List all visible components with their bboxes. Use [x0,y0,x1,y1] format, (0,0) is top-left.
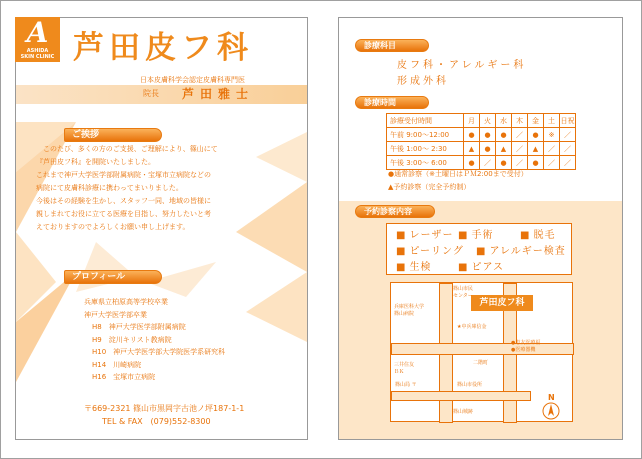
map-label-center: 篠山市民 センター [453,286,474,299]
service-label: 手術 [471,230,494,241]
north-arrow-icon [541,401,561,421]
hours-cell: ▲ [464,142,480,156]
hours-cell: 火 [480,114,496,128]
profile-heading: プロフィール [64,270,162,284]
service-label: 脱毛 [533,230,556,241]
service-item [476,242,566,257]
map-label-post: 篠山局 〒 [395,382,417,388]
service-item [458,258,504,273]
director-label: 院長 [143,89,159,98]
appointment-heading: 予約診察内容 [355,205,435,218]
service-label: ピーリング [409,246,464,257]
profile-item: H14 川崎病院 [92,360,142,369]
hours-cell: ● [528,128,544,142]
hours-cell: ● [528,156,544,170]
hours-heading: 診療時間 [355,96,429,109]
service-item [396,226,453,241]
profile-item: H16 宝塚市立病院 [92,373,156,381]
hours-cell: 水 [496,114,512,128]
profile-item: H8 神戸大学医学部附属病院 [92,323,186,331]
map-label-smbc: 三井住友 ＢＫ [394,362,415,375]
service-item [520,226,555,241]
service-label: レーザー [409,230,454,241]
hours-cell: ● [480,142,496,156]
department-1: 形成外科 [397,76,449,87]
hours-label-cell: 午後 1:00～ 2:30 [387,142,464,156]
profile-item: H9 淀川キリスト教病院 [92,335,172,344]
clinic-tel: TEL & FAX (079)552-8300 [102,417,211,426]
hours-cell: ／ [512,156,528,170]
hours-note-1: ▲予約診察（完全予約制） [388,183,471,191]
clinic-logo [15,17,60,62]
hours-row [387,142,576,156]
map-label-city-office: 篠山市役所 [457,382,483,388]
hours-row [387,156,576,170]
director-name: 芦田雅士 [182,87,255,101]
hours-cell: ● [496,128,512,142]
bullet-square-icon: ■ [396,262,407,273]
map-label-nikaicho: 二階町 [473,360,489,366]
north-label: N [548,393,555,402]
map-label-castle: 篠山城跡 [453,409,474,415]
hours-cell: ／ [512,142,528,156]
profile-item: 兵庫県立柏原高等学校卒業 [84,298,168,306]
hours-cell: 金 [528,114,544,128]
service-label: 生検 [409,262,432,273]
hours-cell: 日祝 [560,114,576,128]
service-item [458,226,493,241]
bullet-square-icon: ■ [458,262,469,273]
greeting-text: このたび、多くの方のご支援、ご理解により、篠山にて 『芦田皮フ科』を開院いたしました。 これまで神戸大学医学部附属病院・宝塚市立病院などの 病院にて皮膚科診療に携わってまいりました。 今後はその経験を生かし、スタッフ一同、地域の皆様に 親しまれてお役に立てる医療を目指し、努力したいと考 えておりますのでよろしくお願い申し上げます。 [36,145,218,231]
access-map [390,282,573,422]
hours-table [386,113,576,170]
logo-line-2: SKIN CLINIC [20,54,55,60]
hours-header-row [387,114,576,128]
bullet-square-icon: ■ [396,230,407,241]
hours-cell: ● [480,128,496,142]
hours-cell: ／ [512,128,528,142]
clinic-address: 〒669-2321 篠山市黒岡字古池ノ坪187-1-1 [84,404,245,413]
hours-cell: ／ [544,156,560,170]
bullet-square-icon: ■ [520,230,531,241]
service-label: アレルギー検査 [489,246,566,257]
map-label-hospital: 兵庫医科大学 篠山病院 [394,304,425,317]
profile-item: 神戸大学医学部卒業 [84,310,147,319]
hours-label-cell: 診療受付時間 [387,114,464,128]
hours-note-0: ●通常診察（※土曜日はＰＭ2:00まで受付） [388,170,528,178]
hours-cell: ／ [480,156,496,170]
hours-row [387,128,576,142]
hours-cell: ● [496,156,512,170]
hours-label-cell: 午後 3:00～ 6:00 [387,156,464,170]
map-road-h1 [391,343,574,355]
hours-cell: ● [464,128,480,142]
departments-heading: 診療科目 [355,39,429,52]
hours-cell: ▲ [528,142,544,156]
hours-cell: ／ [560,156,576,170]
map-label-facility: ●恵友医療福 ●医療器機 [511,340,541,353]
hours-cell: 土 [544,114,560,128]
department-0: 皮フ科・アレルギー科 [397,60,527,71]
logo-line-1: ASHIDA [26,48,49,54]
service-item [396,258,431,273]
hours-cell: ▲ [496,142,512,156]
accreditation-text: 日本皮膚科学会認定皮膚科専門医 [140,76,245,84]
hours-cell: 木 [512,114,528,128]
bullet-square-icon: ■ [476,246,487,257]
bullet-square-icon: ■ [396,246,407,257]
hours-label-cell: 午前 9:00～12:00 [387,128,464,142]
hours-cell: ／ [560,142,576,156]
bullet-square-icon: ■ [458,230,469,241]
service-label: ピアス [471,262,505,273]
map-label-bank: ★中兵庫信金 [457,324,487,330]
service-item [396,242,464,257]
map-clinic-label: 芦田皮フ科 [471,295,533,311]
director-band [16,85,307,104]
clinic-title: 芦田皮フ科 [73,30,253,66]
greeting-heading: ご挨拶 [64,128,162,142]
hours-cell: ※ [544,128,560,142]
logo-letter: A [26,16,49,49]
hours-cell: ／ [560,128,576,142]
hours-cell: ／ [544,142,560,156]
profile-item: H10 神戸大学医学部大学院医学系研究科 [92,348,226,356]
map-road-h2 [391,391,531,401]
hours-cell: ● [464,156,480,170]
hours-cell: 月 [464,114,480,128]
